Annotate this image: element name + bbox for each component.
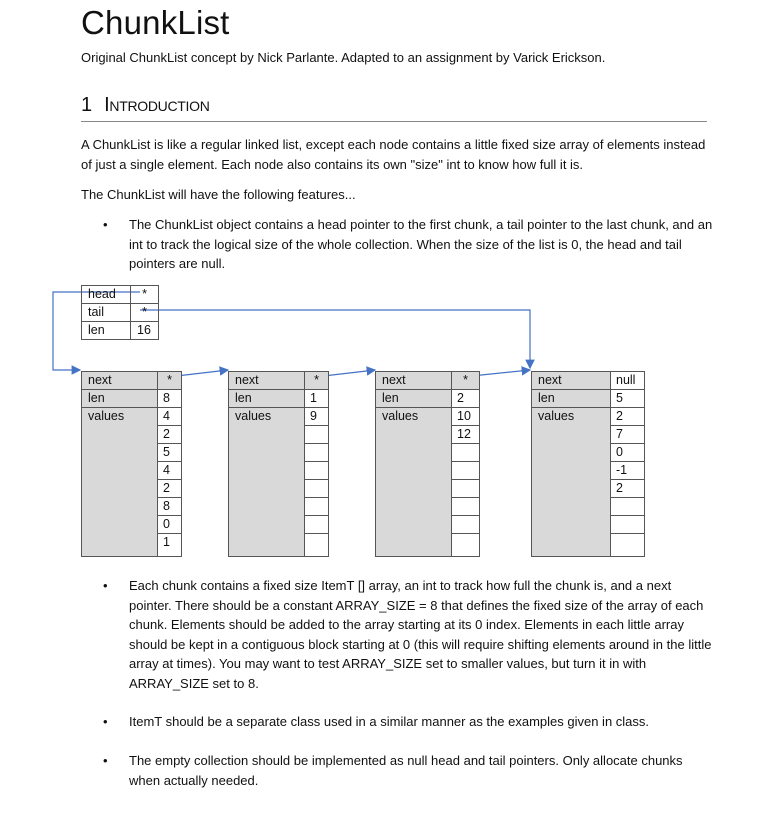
chunk-value-cell: -1 [610,461,645,480]
list-len-value: 16 [130,321,159,340]
chunk-len-label: len [531,389,611,408]
bullet-marker-1: • [103,217,108,232]
chunk-value-cell [304,533,329,557]
chunk-next-value: * [304,371,329,390]
list-head-label: head [81,285,131,304]
chunk-next-label: next [81,371,158,390]
features-lead: The ChunkList will have the following features... [81,187,356,202]
bullet-text-4: The empty collection should be implemented as null head and tail pointers. Only allocate chunks when actually needed. [129,753,683,788]
chunk-next-label: next [531,371,611,390]
bullet-text-2: Each chunk contains a fixed size ItemT [] array, an int to track how full the chunk is, and a next pointer. There should be a constant ARRAY_SIZE = 8 that defines the fixed size of the array of each chunk. Elements should be added to the array starting at its 0 index. Elements in each little array should be kept in a contiguous block starting at 0 (this will require shifting elements around in the little array at times). You may want to test ARRAY_SIZE set to smaller values, but turn it in with ARRAY_SIZE set to 8. [129,578,712,691]
chunk-value-cell: 9 [304,407,329,426]
chunk-value-cell: 2 [610,407,645,426]
chunk-next-label: next [228,371,305,390]
chunk-values-label: values [228,407,305,557]
chunk-value-cell: 0 [157,515,182,534]
chunk-value-cell [451,443,480,462]
chunk-value-cell [451,461,480,480]
list-tail-label: tail [81,303,131,322]
chunk-value-cell [304,497,329,516]
chunk-len-value: 5 [610,389,645,408]
chunk-len-label: len [81,389,158,408]
chunk-value-cell [304,443,329,462]
chunk-value-cell: 2 [157,425,182,444]
chunk-value-cell [304,425,329,444]
chunk-value-cell [610,515,645,534]
chunk-value-cell: 4 [157,407,182,426]
chunk-value-cell [610,533,645,557]
bullet-marker-2: • [103,578,108,593]
chunk-value-cell: 7 [610,425,645,444]
chunk-value-cell: 2 [157,479,182,498]
bullet-text-1: The ChunkList object contains a head pointer to the first chunk, a tail pointer to the last chunk, and an int to track the logical size of the whole collection. When the size of the list is 0, the head and tail pointers are null. [129,217,713,271]
chunk-value-cell: 5 [157,443,182,462]
chunk-next-value: null [610,371,645,390]
chunk-len-value: 8 [157,389,182,408]
chunk-len-label: len [228,389,305,408]
chunk-value-cell: 12 [451,425,480,444]
chunk-value-cell [304,461,329,480]
chunk-value-cell: 2 [610,479,645,498]
chunk-next-value: * [451,371,480,390]
chunk-value-cell [451,479,480,498]
list-tail-value: * [130,303,159,322]
section-number: 1 [81,94,93,116]
chunk-values-label: values [81,407,158,557]
chunk-value-cell [451,533,480,557]
chunk-value-cell [304,479,329,498]
chunk-len-label: len [375,389,452,408]
page-title: ChunkList [81,4,230,41]
bullet-marker-4: • [103,753,108,768]
page-subtitle: Original ChunkList concept by Nick Parlante. Adapted to an assignment by Varick Erickson. [81,50,606,65]
bullet-marker-3: • [103,714,108,729]
chunk-values-label: values [375,407,452,557]
chunk-len-value: 2 [451,389,480,408]
section-title: Introduction [104,94,210,116]
list-head-value: * [130,285,159,304]
chunk-value-cell: 4 [157,461,182,480]
chunk-value-cell: 8 [157,497,182,516]
chunk-value-cell [451,497,480,516]
chunk-len-value: 1 [304,389,329,408]
chunk-next-label: next [375,371,452,390]
chunk-values-label: values [531,407,611,557]
chunk-value-cell [610,497,645,516]
bullet-text-3: ItemT should be a separate class used in a similar manner as the examples given in class. [129,714,650,729]
chunk-next-value: * [157,371,182,390]
tail-pointer-arrow [140,310,530,368]
chunk-value-cell: 0 [610,443,645,462]
list-len-label: len [81,321,131,340]
intro-paragraph: A ChunkList is like a regular linked list, except each node contains a little fixed size array of elements instead of just a single element. Each node also contains its own "size" int to know how full it is. [81,137,706,172]
chunk-value-cell [451,515,480,534]
chunk-value-cell [304,515,329,534]
chunk-value-cell: 10 [451,407,480,426]
chunk-value-cell: 1 [157,533,182,557]
